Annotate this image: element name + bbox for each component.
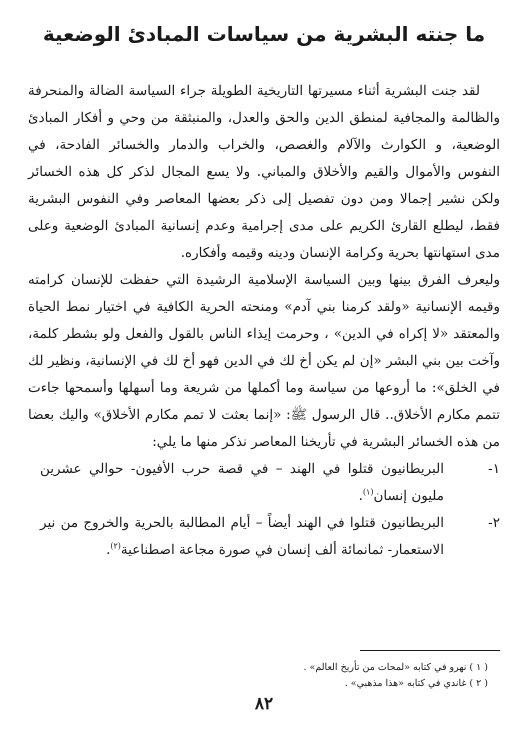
list-item-suffix: . (106, 542, 111, 558)
paragraph: وليعرف الفرق بينها وبين السياسة الإسلامية الرشيدة التي حفظت للإنسان كرامته وقيمه الإنسانية «ولقد كرمنا بني آدم» ومنحته الحرية الكافية في اختيار نمط الحياة والمعتقد «لا إكراه في الدين» ، وحرمت إيذاء الناس بالقول والفعل ولو بشطر كلمة، وآخت بين بني البشر «إن لم يكن أخ لك في الدين فهو أخ لك في الإنسانية، ونظير لك في الخلق»: ما أروعها من سياسة وما أكملها من شريعة وما أسهلها وأسمحها جاءت تتمم مكارم الأخلاق.. قال الرسول ﷺ: «إنما بعثت لا تمم مكارم الأخلاق» واليك بعضا من هذه الخسائر البشرية في تأريخنا المعاصر نذكر منها ما يلي: (28, 272, 500, 450)
body-text (28, 78, 500, 564)
list-item (28, 456, 500, 510)
list-item-number: ١- (488, 461, 500, 477)
list-item-text: البريطانيون قتلوا في الهند – في قصة حرب الأفيون- حوالي عشرين مليون إنسان (40, 461, 444, 504)
list-item-number: ٢- (488, 515, 500, 531)
page-number: ٨٢ (254, 694, 274, 714)
footnote-reference: (٢) (110, 541, 121, 551)
numbered-list (28, 456, 500, 564)
footnote-divider (360, 650, 500, 651)
page-title: ما جنته البشرية من سياسات المبادئ الوضعية (42, 22, 486, 46)
list-item-suffix: . (358, 488, 363, 504)
footnote-reference: (١) (362, 487, 374, 497)
footnote: ( ٢ ) غاندي في كتابه «هذا مذهبي» . (344, 678, 488, 689)
paragraph: لقد جنت البشرية أثناء مسيرتها التاريخية الطويلة جراء السياسة الضالة والمنحرفة والظالمة والمجافية لمنطق الدين والحق والعدل، والمنبثقة من وحي و أفكار المبادئ الوضعية، و الكوارث والآلام والغصص، والخراب والدمار والخسائر الفادحة، في النفوس والأموال والقيم والأخلاق والمباني. ولا يسع المجال لذكر كل هذه الخسائر ولكن نشير إجمالا ومن دون تفصيل إلى ذكر بعضها المعاصر وفي النفوس البشرية فقط، ليطلع القارئ الكريم على مدى إجرامية وعدم إنسانية المبادئ الوضعية وعلى مدى استهانتها بحرية وكرامة الإنسان ودينه وقيمه وأفكاره. (28, 83, 500, 261)
footnotes (48, 660, 488, 692)
list-item (28, 510, 500, 564)
footnote: ( ١ ) نهرو في كتابه «لمحات من تأريخ العالم» . (303, 662, 488, 673)
list-item-text: البريطانيون قتلوا في الهند أيضاً – أيام المطالبة بالحرية والخروج من نير الاستعمار- ثمانمائة ألف إنسان في صورة مجاعة اصطناعية (40, 515, 444, 558)
